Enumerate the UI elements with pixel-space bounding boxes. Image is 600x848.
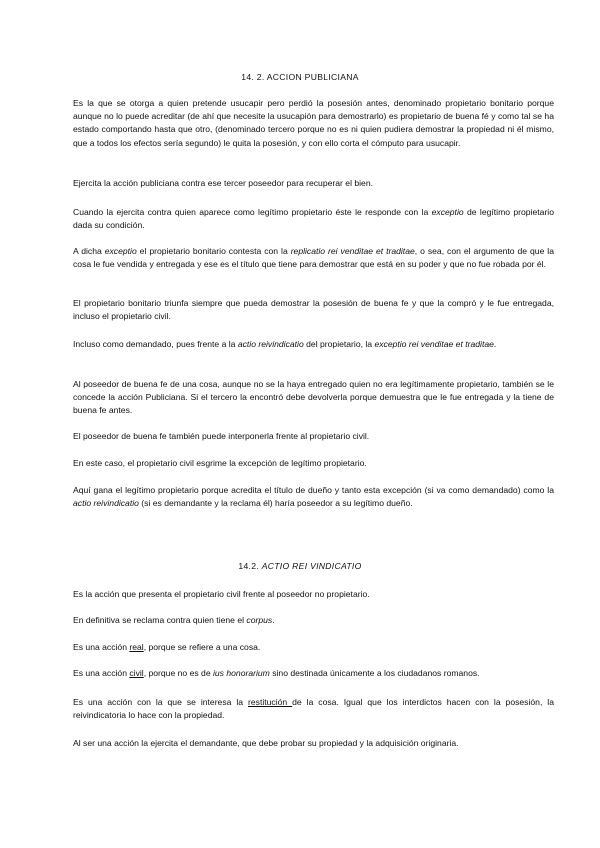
paragraph-restitucion: Es una acción con la que se interesa la restitución de la cosa. Igual que los interdictos hacen con la posesión, la reivindicatoria lo hace con la propiedad.: [73, 697, 554, 721]
paragraph-aqui-gana: Aquí gana el legítimo propietario porque acredita el título de dueño y tanto esta excepción (si va como demandado) como la actio reivindicatio (si es demandante y la reclama él) haría poseedor a su legítimo dueño.: [73, 485, 554, 509]
paragraph-este-caso: En este caso, el propietario civil esgrime la excepción de legítimo propietario.: [73, 458, 367, 468]
paragraph-accion-civil: Es una acción civil, porque no es de ius honorarium sino destinada únicamente a los ciudadanos romanos.: [73, 668, 480, 678]
paragraph-accion-real: Es una acción real, porque se refiere a una cosa.: [73, 642, 261, 652]
paragraph-bonitario-triunfa: El propietario bonitario triunfa siempre que pueda demostrar la posesión de buena fe y que la compró y le fue entregada, incluso el propietario civil.: [73, 298, 554, 322]
paragraph-definition: Es la que se otorga a quien pretende usucapir pero perdió la posesión antes, denominado propietario bonitario porque aunque no lo puede acreditar (de ahí que necesite la usucapión para demostrarlo) es propietario de buena fé y como tal se ha estado comportando hasta que otro, (denominado tercero porque no es ni quien pudiera demostrar la propiedad ni él mismo, que a todos los efectos sería segundo) le quita la posesión, y con ello corta el cómputo para usucapir.: [73, 98, 554, 148]
paragraph-poseedor-buena-fe: Al poseedor de buena fe de una cosa, aunque no se la haya entregado quien no era legítimamente propietario, también se le concede la acción Publiciana. Si el tercero la encontró debe devolverla porque demuestra que le fue entregada y la tiene de buena fe antes.: [73, 379, 554, 416]
paragraph-demandado: Incluso como demandado, pues frente a la actio reivindicatio del propietario, la exceptio rei venditae et traditae.: [73, 339, 497, 349]
paragraph-corpus: En definitiva se reclama contra quien tiene el corpus.: [73, 615, 275, 625]
paragraph-replicatio: A dicha exceptio el propietario bonitario contesta con la replicatio rei venditae et traditae, o sea, con el argumento de que la cosa le fue vendida y entregada y ese es el título que tiene para demostrar que está en su poder y que no fue robada por él.: [73, 246, 554, 270]
paragraph-demandante: Al ser una acción la ejercita el demandante, que debe probar su propiedad y la adquisición originaria.: [73, 738, 459, 748]
paragraph-exceptio: Cuando la ejercita contra quien aparece como legítimo propietario éste le responde con la exceptio de legítimo propietario dada su condición.: [73, 207, 554, 231]
section-title-accion-publiciana: 14. 2. ACCION PUBLICIANA: [241, 72, 359, 82]
section-title-actio-rei-vindicatio: 14.2. ACTIO REI VINDICATIO: [238, 561, 362, 571]
paragraph-ejercita: Ejercita la acción publiciana contra ese tercer poseedor para recuperar el bien.: [73, 178, 373, 188]
paragraph-interponerla: El poseedor de buena fe también puede interponerla frente al propietario civil.: [73, 431, 370, 441]
paragraph-accion-propietario-civil: Es la acción que presenta el propietario civil frente al poseedor no propietario.: [73, 589, 370, 599]
